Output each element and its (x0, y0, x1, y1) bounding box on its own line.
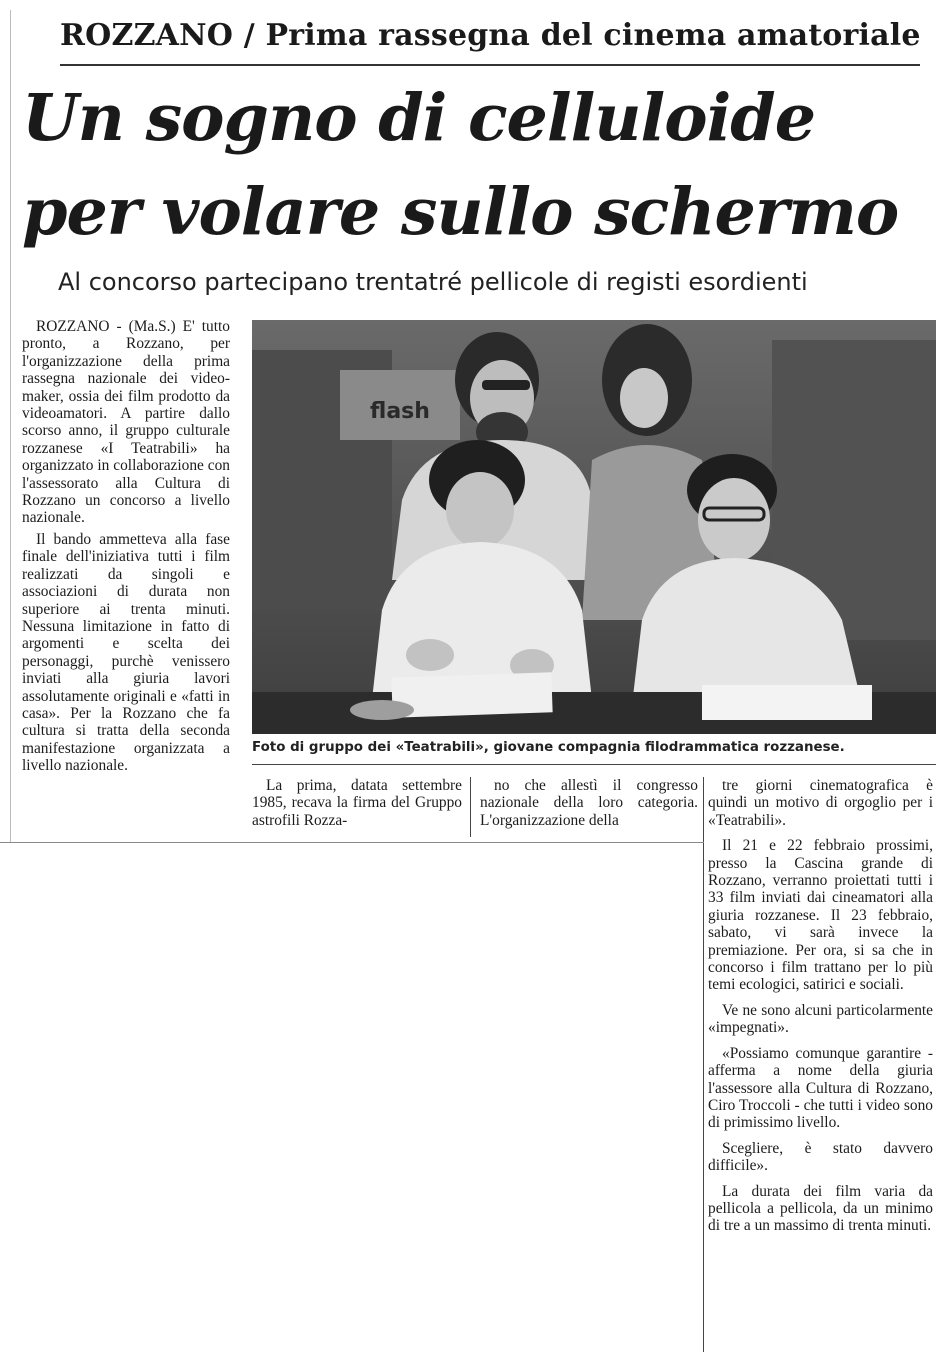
article-paragraph: Il bando ammetteva alla fase finale dell'iniziativa tutti i film realizzati da singoli e associazioni di durata non superiore ai trenta minuti. Nessuna limitazione in fatto di argomenti e scelta dei personaggi, purchè venissero inviati alla giuria lavori assolutamente originali e «fatti in casa». Per la Rozzano che fa cultura si tratta della seconda manifestazione organizzata a livello nazionale. (22, 530, 230, 775)
clipping-left-edge (10, 10, 11, 842)
headline-line-1: Un sogno di celluloide (22, 80, 816, 156)
article-paragraph: ROZZANO - (Ma.S.) E' tutto pronto, a Rozzano, per l'organizzazione della prima rassegna nazionale dei video-maker, ossia dei film prodotto da videoamatori. A partire dallo scorso anno, il gruppo culturale rozzanese «I Teatrabili» ha organizzato in collaborazione con l'assessorato alla Cultura di Rozzano un concorso a livello nazionale. (22, 318, 230, 527)
article-paragraph: no che allestì il congresso nazionale della loro categoria. L'organizzazione della (480, 777, 698, 829)
headline-line-2: per volare sullo schermo (22, 174, 899, 250)
article-paragraph: tre giorni cinematografica è quindi un motivo di orgoglio per i «Teatrabili». (708, 777, 933, 829)
caption-rule (252, 764, 936, 765)
article-column-d (708, 777, 933, 1243)
subheadline: Al concorso partecipano trentatré pellicole di registi esordienti (58, 268, 808, 296)
article-paragraph: La prima, datata settembre 1985, recava la firma del Gruppo astrofili Rozza- (252, 777, 462, 829)
article-paragraph: Il 21 e 22 febbraio prossimi, presso la Cascina grande di Rozzano, verranno proiettati tutti i 33 film inviati dai cineamatori alla giuria rozzanese. Il 23 febbraio, sabato, vi sarà invece la premiazione. Per ora, si sa che in concorso i film trattano per lo più temi ecologici, satirici e sociali. (708, 837, 933, 994)
article-column-b (252, 777, 462, 833)
group-photo-illustration (252, 320, 936, 734)
article-paragraph: La durata dei film varia da pellicola a pellicola, da un minimo di tre a un massimo di trenta minuti. (708, 1182, 933, 1235)
article-column-c (480, 777, 698, 833)
clipping-bottom-edge (0, 842, 704, 843)
article-paragraph: Ve ne sono alcuni particolarmente «impegnati». (708, 1001, 933, 1037)
photo-caption: Foto di gruppo dei «Teatrabili», giovane compagnia filodrammatica rozzanese. (252, 740, 845, 755)
photo-sign-text: flash (370, 399, 430, 424)
column-rule (703, 777, 704, 1352)
group-photo (252, 320, 936, 734)
article-paragraph: Scegliere, è stato davvero difficile». (708, 1139, 933, 1175)
kicker-rule (60, 64, 920, 66)
kicker-heading: ROZZANO / Prima rassegna del cinema amatoriale (60, 18, 921, 53)
column-rule (470, 777, 471, 837)
article-paragraph: «Possiamo comunque garantire - afferma a nome della giuria l'assessore alla Cultura di Rozzano, Ciro Troccoli - che tutti i video sono di primissimo livello. (708, 1044, 933, 1132)
article-column-left (22, 318, 230, 779)
